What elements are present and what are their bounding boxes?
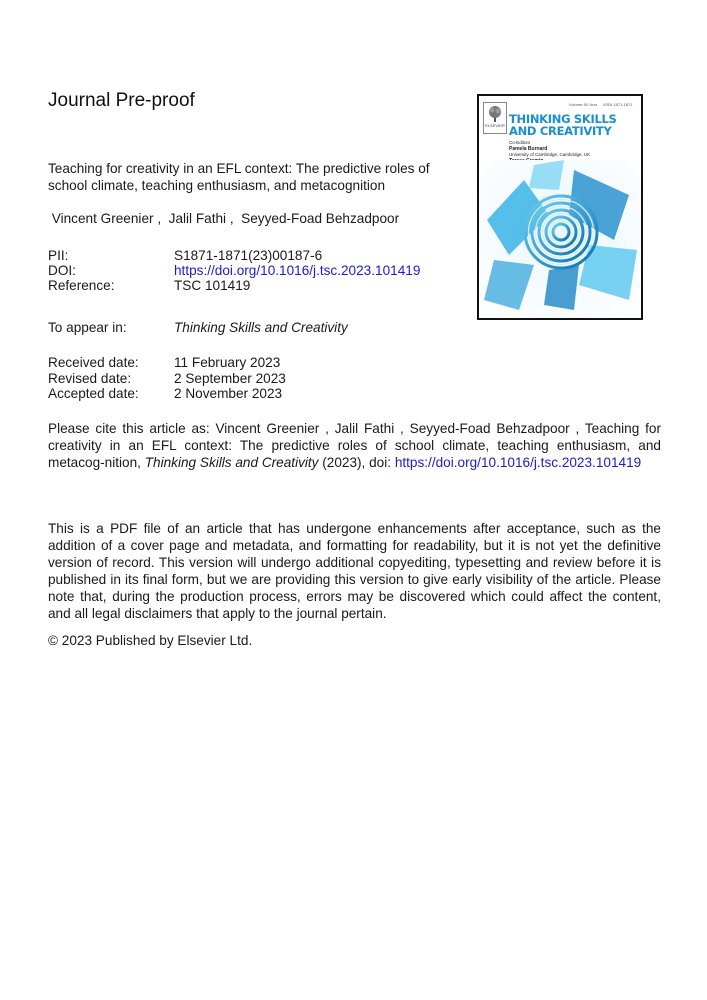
reference-value: TSC 101419 <box>174 278 251 293</box>
revised-value: 2 September 2023 <box>174 371 286 386</box>
cover-title-line-2: AND CREATIVITY <box>509 124 612 138</box>
accepted-value: 2 November 2023 <box>174 386 283 401</box>
disclaimer-paragraph: This is a PDF file of an article that has undergone enhancements after acceptance, such as the addition of a cover page and metadata, and formatting for readability, but it is not yet the definitive version of record. This version will undergo additional copyediting, typesetting and review before it is published in its final form, but we are providing this version to give early visibility of the article. Please note that, during the production process, errors may be discovered which could affect the content, and all legal disclaimers that apply to the journal pertain. <box>48 521 661 621</box>
citation-journal: Thinking Skills and Creativity <box>144 455 319 470</box>
pii-value: S1871-1871(23)00187-6 <box>174 248 323 263</box>
elsevier-logo-icon <box>483 102 507 134</box>
appear-in-journal: Thinking Skills and Creativity <box>174 320 348 335</box>
cover-editor-1-affiliation: University of Cambridge, Cambridge, UK <box>509 152 591 157</box>
accepted-label: Accepted date: <box>48 386 139 401</box>
received-label: Received date: <box>48 355 139 370</box>
article-title: Teaching for creativity in an EFL context: The predictive roles of school climate, teaching enthusiasm, and metacognition <box>48 161 430 193</box>
cover-editor-1-name: Pamela Burnard <box>509 145 548 152</box>
received-value: 11 February 2023 <box>174 355 281 370</box>
copyright-line: © 2023 Published by Elsevier Ltd. <box>48 633 253 648</box>
cover-journal-title <box>509 113 639 137</box>
citation-text: Please cite this article as: Vincent Greenier , Jalil Fathi , Seyyed-Foad Behzadpoor , Teaching for creativity in an EFL context: The predictive roles of school climate, teaching enthusiasm, and metacog-nition, <box>48 421 661 470</box>
journal-cover-image <box>477 94 643 320</box>
cover-volume: Volume 50 Year <box>569 102 598 107</box>
citation-doi-link[interactable]: https://doi.org/10.1016/j.tsc.2023.101419 <box>394 455 642 470</box>
cover-title-line-1: THINKING SKILLS <box>509 112 617 126</box>
citation-paragraph <box>48 420 661 471</box>
cover-spiral-artwork <box>479 160 641 318</box>
doi-link[interactable]: https://doi.org/10.1016/j.tsc.2023.101419 <box>174 263 421 278</box>
cover-publisher: ELSEVIER <box>485 123 505 128</box>
reference-label: Reference: <box>48 278 115 293</box>
appear-in-label: To appear in: <box>48 320 127 335</box>
author-list: Vincent Greenier , Jalil Fathi , Seyyed-Foad Behzadpoor <box>48 211 400 226</box>
doi-label: DOI: <box>48 263 76 278</box>
citation-doi-prefix: (2023), doi: <box>318 455 395 470</box>
journal-status-header: Journal Pre-proof <box>48 90 195 111</box>
cover-issn: ISSN 1871-1871 <box>603 102 633 107</box>
pii-label: PII: <box>48 248 69 263</box>
revised-label: Revised date: <box>48 371 132 386</box>
cover-coeditors-label: Co-Editors <box>509 140 531 145</box>
